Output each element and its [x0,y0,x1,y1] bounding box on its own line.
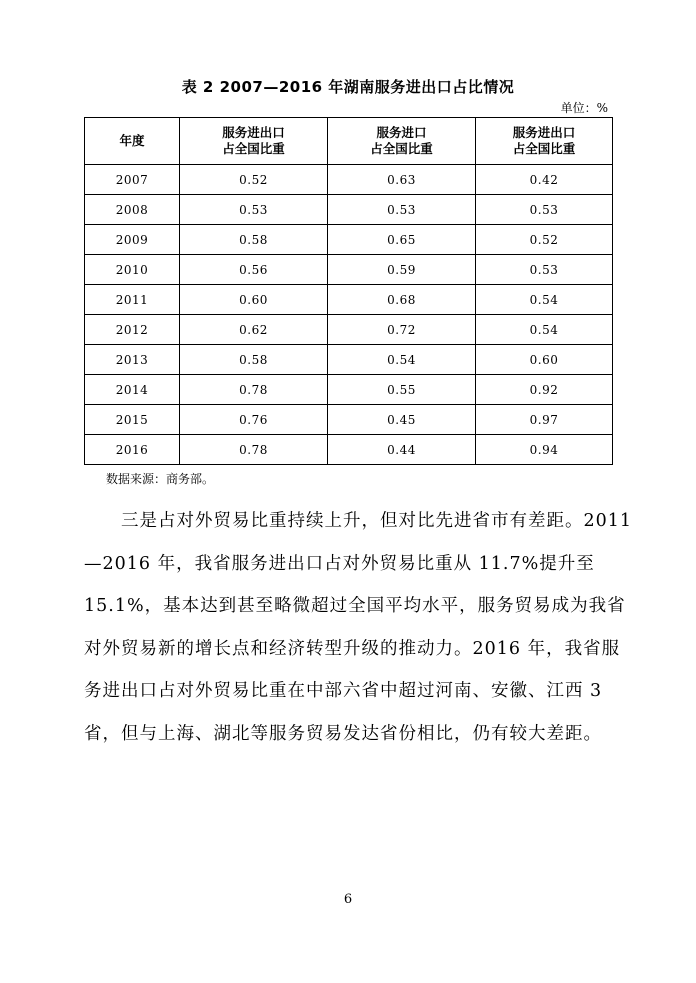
cell-col3: 0.60 [476,345,613,375]
cell-year: 2016 [85,435,180,465]
header-col3-line1: 服务进出口 [512,125,576,140]
cell-col1: 0.58 [180,225,328,255]
table-row [85,405,613,435]
cell-col2: 0.65 [328,225,476,255]
cell-col2: 0.72 [328,315,476,345]
cell-col3: 0.52 [476,225,613,255]
cell-col1: 0.60 [180,285,328,315]
cell-col3: 0.97 [476,405,613,435]
table-row [85,375,613,405]
header-col2-line2: 占全国比重 [370,141,433,156]
services-share-table [84,117,613,465]
cell-col1: 0.56 [180,255,328,285]
table-row [85,315,613,345]
cell-col1: 0.62 [180,315,328,345]
cell-col2: 0.45 [328,405,476,435]
cell-col3: 0.42 [476,165,613,195]
body-line: —2016 年，我省服务进出口占对外贸易比重从 11.7%提升至 [84,553,595,574]
cell-col2: 0.53 [328,195,476,225]
cell-year: 2009 [85,225,180,255]
cell-col3: 0.92 [476,375,613,405]
cell-col1: 0.58 [180,345,328,375]
cell-year: 2011 [85,285,180,315]
table-row [85,255,613,285]
body-line: 务进出口占对外贸易比重在中部六省中超过河南、安徽、江西 3 [84,681,603,701]
cell-year: 2008 [85,195,180,225]
cell-col2: 0.55 [328,375,476,405]
cell-col3: 0.53 [476,195,613,225]
cell-col3: 0.54 [476,315,613,345]
page-number: 6 [343,892,353,907]
body-line: 三是占对外贸易比重持续上升，但对比先进省市有差距。2011 [84,511,633,531]
header-year: 年度 [85,118,180,165]
header-col1-line1: 服务进出口 [222,125,285,140]
cell-col3: 0.53 [476,255,613,285]
cell-col3: 0.54 [476,285,613,315]
body-paragraph [84,500,633,755]
table-row [85,195,613,225]
cell-year: 2015 [85,405,180,435]
header-col2 [328,118,476,165]
table-source-note: 数据来源：商务部。 [106,472,215,486]
cell-col2: 0.63 [328,165,476,195]
cell-year: 2014 [85,375,180,405]
body-line: 15.1%，基本达到甚至略微超过全国平均水平，服务贸易成为我省 [84,596,626,616]
header-col2-line1: 服务进口 [376,125,427,140]
cell-col2: 0.44 [328,435,476,465]
cell-col1: 0.53 [180,195,328,225]
unit-label: 单位：% [560,101,608,115]
table-title: 表 2 2007—2016 年湖南服务进出口占比情况 [181,78,515,96]
cell-col1: 0.78 [180,435,328,465]
table-row [85,165,613,195]
body-line: 省，但与上海、湖北等服务贸易发达省份相比，仍有较大差距。 [84,723,602,744]
cell-col1: 0.76 [180,405,328,435]
cell-col1: 0.52 [180,165,328,195]
table-row [85,435,613,465]
table-row [85,225,613,255]
header-col1-line2: 占全国比重 [222,141,285,156]
cell-col2: 0.54 [328,345,476,375]
cell-col2: 0.68 [328,285,476,315]
cell-year: 2012 [85,315,180,345]
cell-year: 2010 [85,255,180,285]
cell-col1: 0.78 [180,375,328,405]
header-col3-line2: 占全国比重 [512,141,576,156]
table-row [85,345,613,375]
body-line: 对外贸易新的增长点和经济转型升级的推动力。2016 年，我省服 [84,638,621,659]
header-col3 [476,118,613,165]
cell-col3: 0.94 [476,435,613,465]
header-col1 [180,118,328,165]
cell-year: 2013 [85,345,180,375]
cell-col2: 0.59 [328,255,476,285]
table-row [85,285,613,315]
cell-year: 2007 [85,165,180,195]
table-header-row [85,118,613,165]
